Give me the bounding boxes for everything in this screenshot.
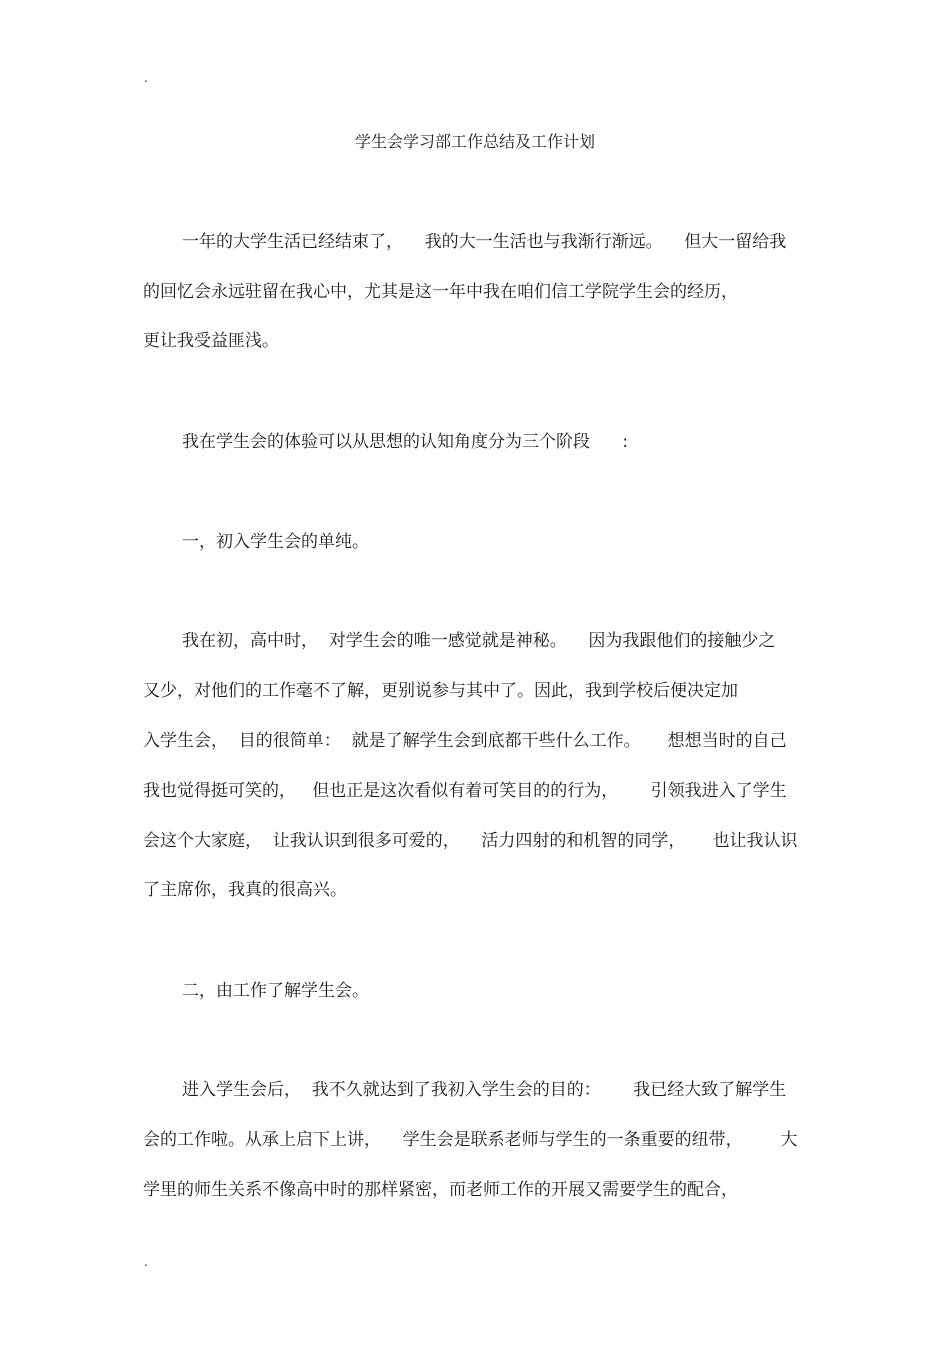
paragraph-line: 了主席你，我真的很高兴。: [143, 880, 347, 900]
paragraph-line: 会这个大家庭， 让我认识到很多可爱的， 活力四射的和机智的同学， 也让我认识: [143, 831, 798, 851]
section-heading: 二，由工作了解学生会。: [182, 981, 369, 1001]
paragraph-line: 我在初，高中时， 对学生会的唯一感觉就是神秘。 因为我跟他们的接触少之: [182, 631, 776, 651]
paragraph-line: 的回忆会永远驻留在我心中，尤其是这一年中我在咱们信工学院学生会的经历，: [143, 282, 738, 302]
paragraph-line: 我也觉得挺可笑的， 但也正是这次看似有着可笑目的的行为， 引领我进入了学生: [143, 781, 787, 801]
footer-mark: .: [144, 1255, 148, 1269]
section-heading: 一，初入学生会的单纯。: [182, 532, 369, 552]
paragraph-line: 学里的师生关系不像高中时的那样紧密，而老师工作的开展又需要学生的配合，: [143, 1180, 738, 1200]
paragraph-line: 我在学生会的体验可以从思想的认知角度分为三个阶段 :: [182, 432, 629, 452]
paragraph-line: 入学生会， 目的很简单： 就是了解学生会到底都干些什么工作。 想想当时的自己: [143, 731, 787, 751]
document-title: 学生会学习部工作总结及工作计划: [354, 132, 595, 151]
paragraph-line: 会的工作啦。从承上启下上讲， 学生会是联系老师与学生的一条重要的纽带， 大: [143, 1130, 798, 1150]
paragraph-line: 一年的大学生活已经结束了， 我的大一生活也与我渐行渐远。 但大一留给我: [182, 232, 787, 252]
paragraph-line: 进入学生会后， 我不久就达到了我初入学生会的目的： 我已经大致了解学生: [182, 1080, 787, 1100]
paragraph-line: 更让我受益匪浅。: [143, 331, 279, 351]
paragraph-line: 又少，对他们的工作毫不了解，更别说参与其中了。因此，我到学校后便决定加: [143, 681, 738, 701]
header-mark: .: [144, 71, 148, 85]
